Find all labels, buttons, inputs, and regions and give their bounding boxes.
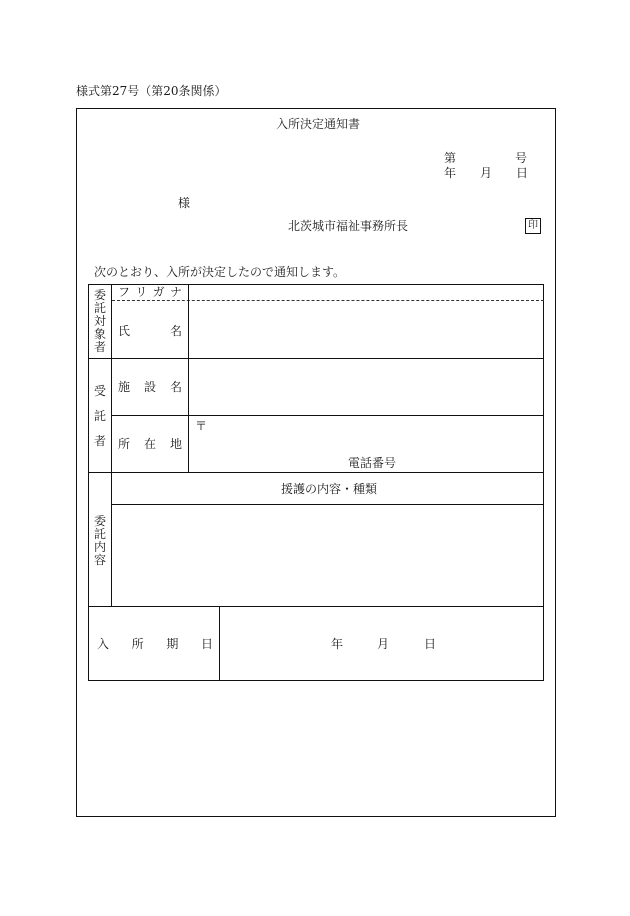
divider-contractor: [88, 472, 544, 473]
contractor-header-char-1: 受: [94, 384, 107, 398]
name-label: [118, 324, 182, 338]
subject-header: 委託対象者: [93, 288, 106, 354]
divider-content: [88, 606, 544, 607]
table-left-border: [88, 284, 89, 681]
phone-label: 電話番号: [348, 456, 397, 470]
doc-no-suffix: 号: [514, 151, 527, 165]
issue-date-year: 年: [444, 166, 457, 180]
divider-facility-address: [112, 415, 544, 416]
furigana-label: [118, 285, 182, 299]
facility-label-char-3: 名: [169, 380, 182, 394]
content-header: 委託内容: [93, 514, 106, 567]
name-label-char-2: 名: [169, 324, 182, 338]
admission-column-divider: [219, 606, 220, 681]
admission-label-char-1: 入: [97, 637, 110, 651]
support-title: 援護の内容・種類: [281, 482, 378, 496]
admission-label-char-3: 期: [166, 637, 179, 651]
seal-mark: 印: [525, 218, 541, 234]
issue-date-day: 日: [516, 166, 529, 180]
addressee-suffix: 様: [178, 196, 191, 210]
issue-date-month: 月: [480, 166, 493, 180]
postal-mark: 〒: [195, 419, 208, 433]
address-label-char-2: 在: [143, 437, 156, 451]
header-column-divider: [111, 284, 112, 607]
admission-label-char-4: 日: [200, 637, 213, 651]
furigana-char: フ: [118, 285, 131, 299]
furigana-char: ガ: [152, 285, 165, 299]
admission-date-label: [97, 637, 213, 651]
table-right-border: [543, 284, 544, 681]
furigana-dashed-line: [112, 300, 544, 301]
table-bottom-border: [88, 680, 544, 681]
contractor-header-char-3: 者: [94, 434, 107, 448]
facility-label-char-2: 設: [143, 380, 156, 394]
document-number: [444, 151, 527, 165]
admission-date-day: 日: [424, 637, 437, 651]
form-number: 様式第27号（第20条関係）: [76, 84, 227, 98]
facility-name-label: [118, 380, 182, 394]
issue-date: [444, 166, 527, 180]
intro-text: 次のとおり、入所が決定したので通知します。: [94, 265, 346, 279]
admission-date-month: 月: [377, 637, 390, 651]
contractor-header-char-2: 託: [94, 409, 107, 423]
issuer-name: 北茨城市福祉事務所長: [288, 219, 409, 233]
divider-subject: [88, 358, 544, 359]
doc-no-prefix: 第: [444, 151, 457, 165]
admission-date-year: 年: [331, 637, 344, 651]
name-label-char-1: 氏: [118, 324, 131, 338]
document-title: 入所決定通知書: [276, 117, 361, 131]
admission-label-char-2: 所: [131, 637, 144, 651]
furigana-char: リ: [135, 285, 148, 299]
address-label-char-3: 地: [169, 437, 182, 451]
furigana-char: ナ: [169, 285, 182, 299]
facility-label-char-1: 施: [118, 380, 131, 394]
address-label: [118, 437, 182, 451]
label-column-divider: [188, 284, 189, 473]
admission-date-value: [331, 637, 436, 651]
address-label-char-1: 所: [118, 437, 131, 451]
divider-support-title: [112, 504, 544, 505]
notice-frame: [76, 108, 556, 817]
